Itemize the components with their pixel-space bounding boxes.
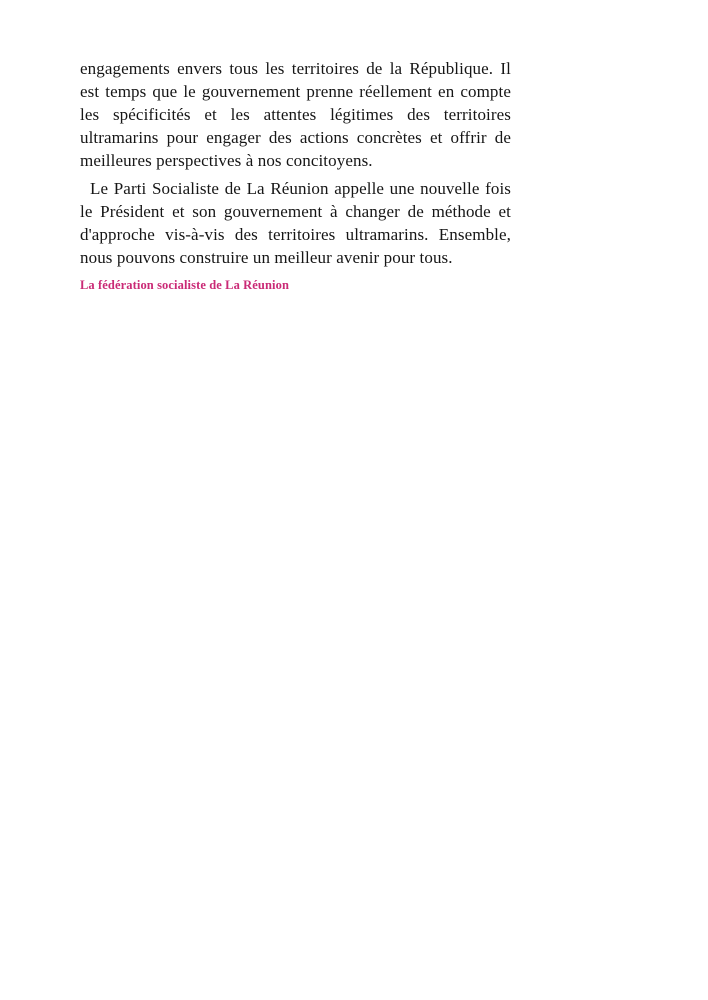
paragraph-2: Le Parti Socialiste de La Réunion appelle une nouvelle fois le Président et son gouvernement à changer de méthode et d'approche vis-à-vis des territoires ultramarins. Ensemble, nous pouvons construire un meilleur avenir pour tous. — [80, 179, 511, 267]
text-block — [80, 57, 511, 293]
signature-line: La fédération socialiste de La Réunion — [80, 278, 290, 292]
paragraph-1: engagements envers tous les territoires de la République. Il est temps que le gouvernement prenne réellement en compte les spécificités et les attentes légitimes des territoires ultramarins pour engager des actions concrètes et offrir de meilleures perspectives à nos concitoyens. — [80, 59, 511, 170]
